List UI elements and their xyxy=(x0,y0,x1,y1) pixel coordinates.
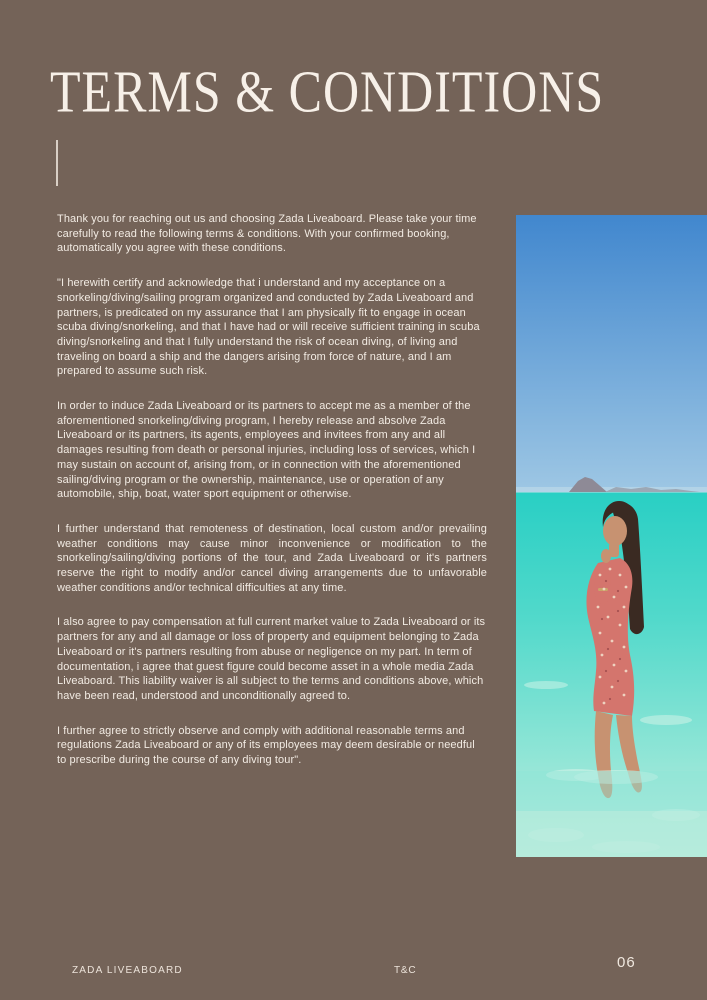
photo-sky xyxy=(516,215,707,493)
terms-paragraph: Thank you for reaching out us and choosing Zada Liveaboard. Please take your time carefully to read the following terms & conditions. With your confirmed booking, automatically you agree with these conditions. xyxy=(57,213,477,255)
terms-text-column xyxy=(57,212,487,788)
terms-paragraph: In order to induce Zada Liveaboard or its partners to accept me as a member of the aforementioned snorkeling/diving program, I hereby release and absolve Zada Liveaboard or its partners, its agents, employees and invitees from any and all damages resulting from death or personal injuries, including loss of services, which I may sustain on account of, arising from, or in connection with the aforementioned sailing/diving program or the ownership, maintenance, use or operation of any automobile, ship, boat, water sport equipment or otherwise. xyxy=(57,400,476,501)
terms-paragraph: "I herewith certify and acknowledge that i understand and my acceptance on a snorkeling/diving/sailing program organized and conducted by Zada Liveaboard and partners, is predicated on my assurance that I am physically fit to engage in ocean scuba diving/snorkeling, and that I have had or will receive sufficient training in scuba diving/snorkeling and that I fully understand the risk of ocean diving, of living and traveling on board a ship and the dangers arising from force of nature, and I am prepared to assume such risk. xyxy=(57,277,480,378)
page-title: TERMS & CONDITIONS xyxy=(50,58,605,125)
beach-photo xyxy=(516,215,707,857)
title-divider-line xyxy=(56,140,58,186)
terms-paragraph: I also agree to pay compensation at full current market value to Zada Liveaboard or its partners for any and all damage or loss of property and equipment belonging to Zada Liveaboard or it's partners resulting from abuse or negligence on my part. In term of documentation, i agree that guest figure could become asset in a whole media Zada Liveaboard. This liability waiver is all subject to the terms and conditions above, which have been read, understood and unconditionally agreed to. xyxy=(57,616,486,702)
footer-brand-label: ZADA LIVEABOARD xyxy=(72,965,183,976)
footer-page-number: 06 xyxy=(617,954,636,971)
terms-paragraph: I further understand that remoteness of destination, local custom and/or prevailing weather conditions may cause minor inconvenience or modification to the snorkeling/sailing/diving portions of the tour, and Zada Liveaboard or it's partners reserve the right to modify and/or cancel diving arrangements due to unfavorable weather conditions and/or technical difficulties at any time. xyxy=(57,522,487,594)
terms-paragraph: I further agree to strictly observe and comply with additional reasonable terms and regulations Zada Liveaboard or any of its employees may deem desirable or needful to prescribe during the course of any diving tour". xyxy=(57,724,475,767)
footer-section-label: T&C xyxy=(394,965,417,976)
